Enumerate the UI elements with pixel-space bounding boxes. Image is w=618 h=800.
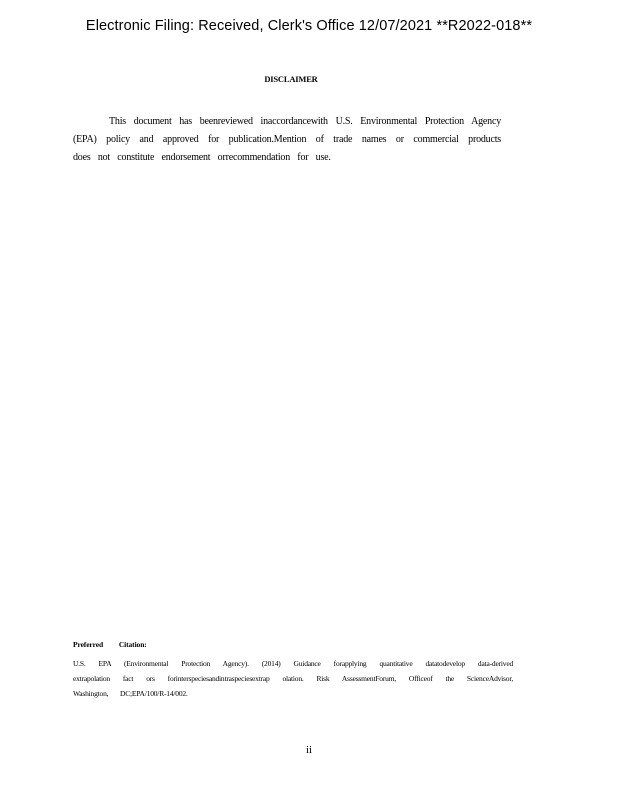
filing-stamp-header: Electronic Filing: Received, Clerk's Office 12/07/2021 **R2022-018** xyxy=(85,18,533,34)
preferred-citation-block xyxy=(73,640,513,701)
citation-label: Preferred Citation: xyxy=(73,640,147,649)
citation-text: U.S. EPA (Environmental Protection Agency). (2014) Guidance forapplying quantitative datatodevelop data-derived extrapolation fact ors forinterspeciesandintraspeciesextrap olation. Risk AssessmentForum, Officeof the ScienceAdvisor, Washington, DC;EPA/100/R-14/002. xyxy=(73,659,513,698)
disclaimer-paragraph: This document has beenreviewed inaccordancewith U.S. Environmental Protection Agency (EPA) policy and approved for publication.Mention of trade names or commercial products does not constitute endorsement orrecommendation for use. xyxy=(73,116,501,163)
disclaimer-heading: DISCLAIMER xyxy=(264,74,318,84)
page-number: ii xyxy=(305,744,313,756)
